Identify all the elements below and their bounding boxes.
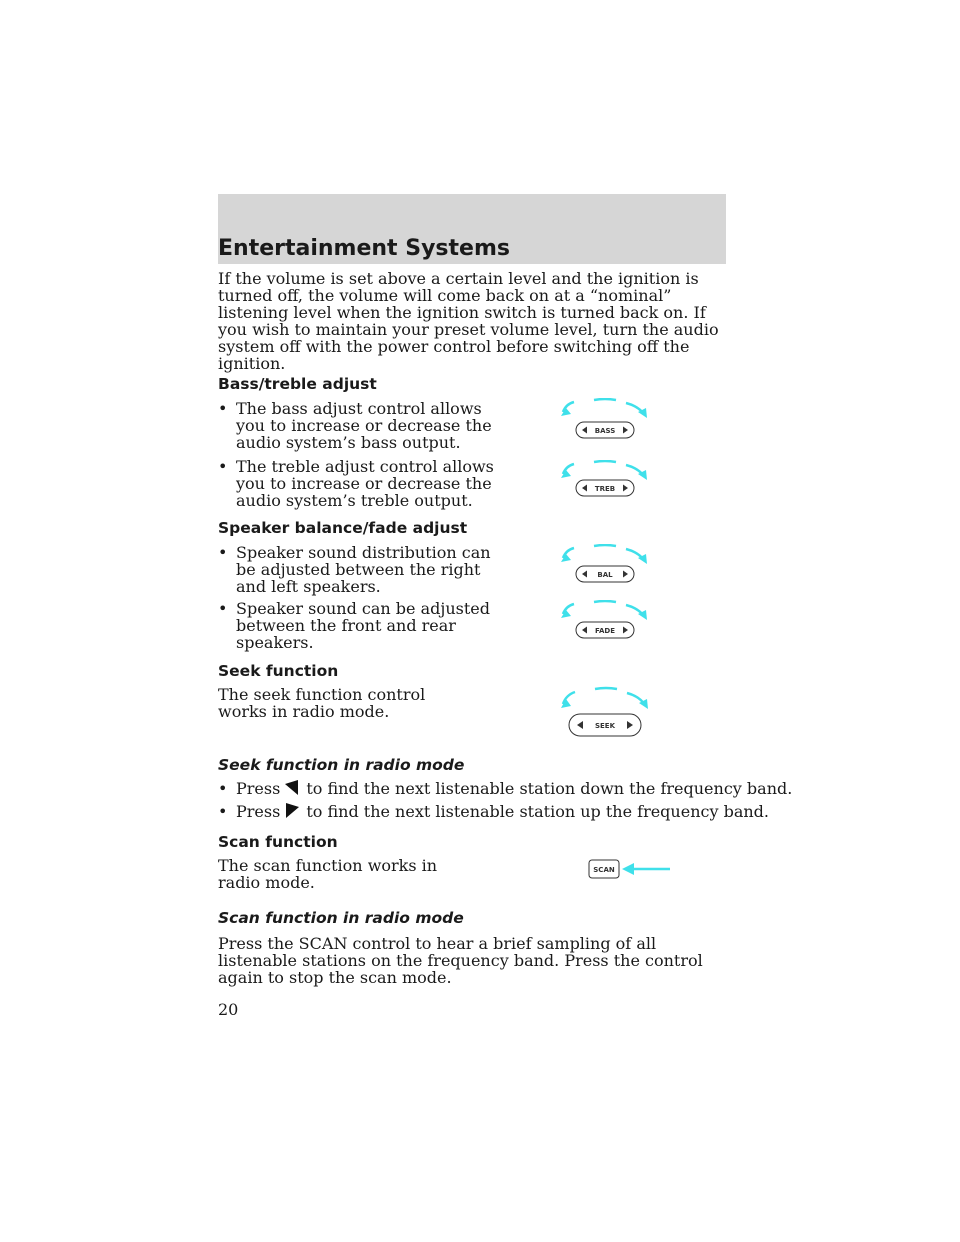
bullet-dot: • bbox=[218, 457, 228, 476]
scan-control-illustration bbox=[588, 858, 672, 882]
bass-control-illustration bbox=[560, 398, 650, 442]
seek-label: SEEK bbox=[594, 722, 616, 730]
scan-body: Press the SCAN control to hear a brief sampling of all listenable stations on the frequency band. Press the control again to stop the scan mode. bbox=[218, 934, 703, 987]
seek-heading: Seek function bbox=[218, 662, 339, 680]
treble-bullet-text: The treble adjust control allows you to increase or decrease the audio system’s treble output. bbox=[236, 457, 494, 510]
scan-subheading: Scan function in radio mode bbox=[218, 909, 464, 927]
seek-up-icon bbox=[284, 803, 300, 818]
bullet-dot: • bbox=[218, 779, 228, 798]
bullet-dot: • bbox=[218, 543, 228, 562]
treb-label: TREB bbox=[594, 485, 616, 493]
seek-down-text: to find the next listenable station down the frequency band. bbox=[306, 779, 793, 798]
page-title: Entertainment Systems bbox=[218, 236, 510, 261]
bass-label: BASS bbox=[594, 427, 616, 435]
press-word: Press bbox=[236, 802, 281, 821]
bullet-dot: • bbox=[218, 599, 228, 618]
bass-treble-heading: Bass/treble adjust bbox=[218, 375, 377, 393]
bass-bullet-text: The bass adjust control allows you to increase or decrease the audio system’s bass output. bbox=[236, 399, 492, 452]
page-number: 20 bbox=[218, 1000, 239, 1019]
balance-fade-heading: Speaker balance/fade adjust bbox=[218, 519, 468, 537]
fade-bullet-text: Speaker sound can be adjusted between the front and rear speakers. bbox=[236, 599, 490, 652]
fade-label: FADE bbox=[595, 627, 615, 635]
seek-text: The seek function control works in radio mode. bbox=[218, 685, 426, 721]
bal-label: BAL bbox=[597, 571, 613, 579]
scan-label: SCAN bbox=[593, 866, 615, 874]
intro-paragraph: If the volume is set above a certain level and the ignition is turned off, the volume will come back on at a “nominal” listening level when the ignition switch is turned back on. If you wish to maintain your preset volume level, turn the audio system off with the power control before switching off the ignition. bbox=[218, 269, 719, 373]
scan-heading: Scan function bbox=[218, 833, 338, 851]
press-word: Press bbox=[236, 779, 281, 798]
balance-bullet-text: Speaker sound distribution can be adjusted between the right and left speakers. bbox=[236, 543, 491, 596]
seek-control-illustration bbox=[558, 686, 652, 742]
fade-control-illustration bbox=[560, 600, 650, 644]
seek-up-text: to find the next listenable station up the frequency band. bbox=[306, 802, 769, 821]
seek-down-icon bbox=[284, 780, 300, 795]
treble-control-illustration bbox=[560, 460, 650, 504]
scan-text: The scan function works in radio mode. bbox=[218, 856, 438, 892]
bullet-dot: • bbox=[218, 399, 228, 418]
bullet-dot: • bbox=[218, 802, 228, 821]
balance-control-illustration bbox=[560, 544, 650, 588]
seek-subheading: Seek function in radio mode bbox=[218, 756, 465, 774]
